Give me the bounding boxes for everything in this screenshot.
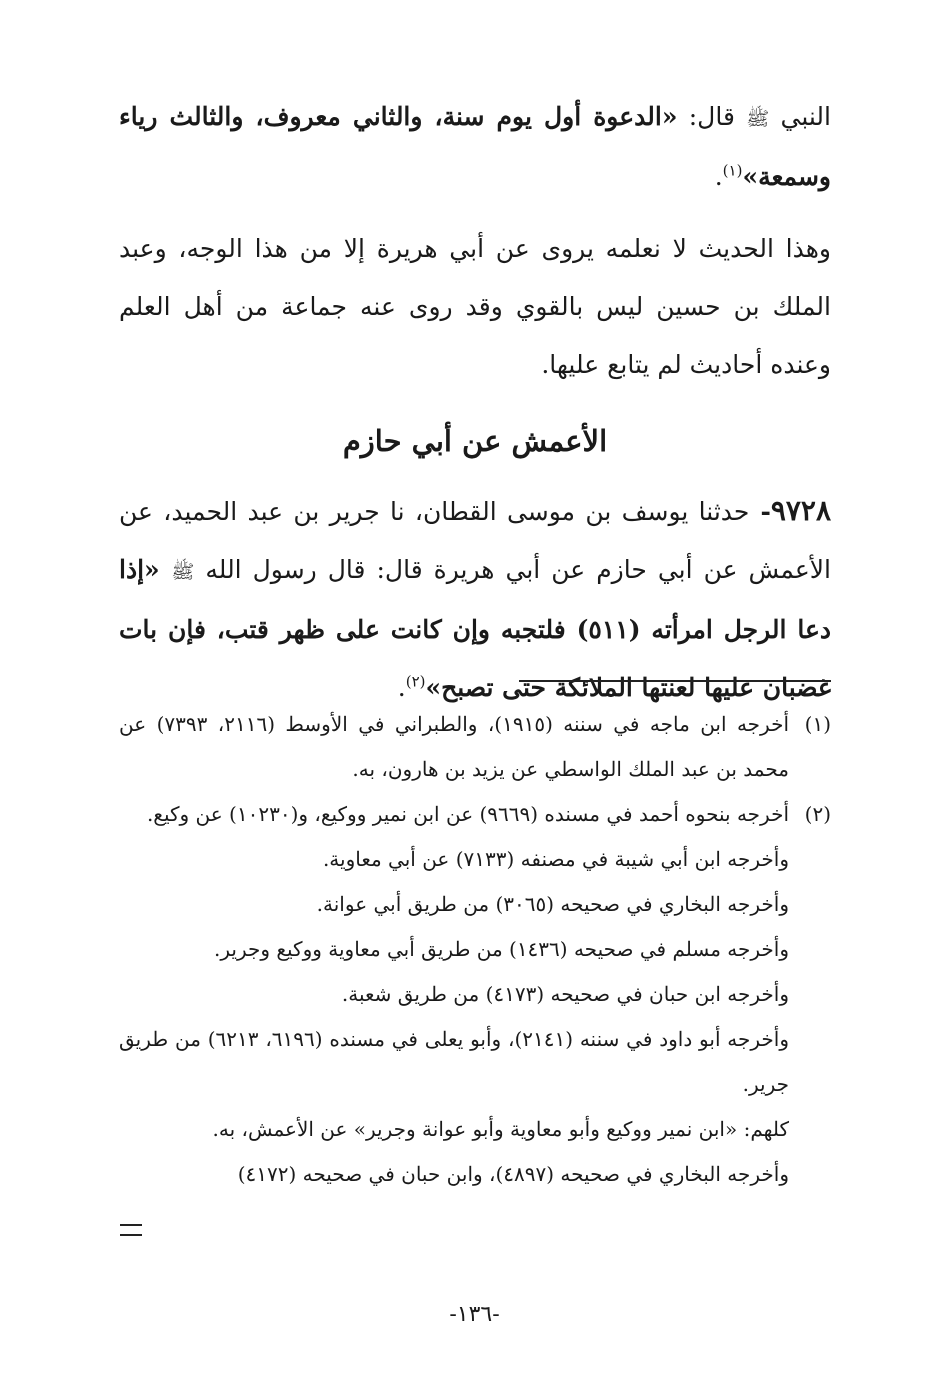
footnote-line: وأخرجه ابن أبي شيبة في مصنفه (٧١٣٣) عن أبي معاوية.: [322, 847, 789, 871]
para1-intro: النبي: [769, 102, 831, 131]
salutation-glyph: ﷺ: [171, 561, 195, 583]
footnote-separator: [519, 680, 831, 682]
section-heading: الأعمش عن أبي حازم: [342, 424, 608, 458]
para1-end: .: [714, 162, 723, 191]
paragraph-hadith-ending: [119, 88, 831, 206]
footnote-1: [119, 702, 831, 792]
footnotes: [119, 702, 831, 1197]
footnote-ref-1[interactable]: (١): [722, 161, 743, 180]
paragraph-commentary: وهذا الحديث لا نعلمه يروى عن أبي هريرة إلا من هذا الوجه، وعبد الملك بن حسين ليس بالقوي وقد روى عنه جماعة من أهل العلم وعنده أحاديث لم يتابع عليها.: [119, 234, 831, 379]
footnote-ref-2[interactable]: (٢): [405, 672, 426, 691]
hadith-number: ٩٧٢٨: [770, 494, 831, 527]
footnote-line: وأخرجه البخاري في صحيحه (٤٨٩٧)، وابن حبان في صحيحه (٤١٧٢): [237, 1162, 789, 1186]
para1-quote: «الدعوة أول يوم سنة، والثاني معروف، والثالث رياء وسمعة»: [119, 102, 831, 191]
footnote-2: [119, 792, 831, 837]
footnote-text: أخرجه ابن ماجه في سننه (١٩١٥)، والطبراني في الأوسط (٢١١٦، ٧٣٩٣) عن محمد بن عبد الملك الواسطي عن يزيد بن هارون، به.: [119, 712, 789, 781]
page-number: -١٣٦-: [449, 1302, 500, 1327]
footnote-line: وأخرجه البخاري في صحيحه (٣٠٦٥) من طريق أبي عوانة.: [316, 892, 789, 916]
footnote-number: (٢): [804, 802, 831, 826]
footnote-line: وأخرجه ابن حبان في صحيحه (٤١٧٣) من طريق شعبة.: [341, 982, 789, 1006]
main-text: [119, 88, 831, 717]
hadith-chain: حدثنا يوسف بن موسى القطان، نا جرير بن عبد الحميد، عن الأعمش عن أبي حازم عن أبي هريرة قال: قال رسول الله: [119, 497, 831, 584]
hadith-end: .: [397, 673, 406, 702]
footnote-text: أخرجه بنحوه أحمد في مسنده (٩٦٦٩) عن ابن نمير ووكيع، و(١٠٢٣٠) عن وكيع.: [146, 802, 789, 826]
hadith-dash: -: [749, 497, 771, 526]
footnote-number: (١): [804, 712, 831, 736]
footnote-line: وأخرجه مسلم في صحيحه (١٤٣٦) من طريق أبي معاوية ووكيع وجرير.: [214, 937, 789, 961]
hadith-quote: «إذا دعا الرجل امرأته (٥١١) فلتجبه وإن كانت على ظهر قتب، فإن بات غضبان عليها لعنتها الملائكة حتى تصبح»: [119, 555, 831, 702]
salutation-glyph: ﷺ: [746, 108, 770, 130]
footnote-line: كلهم: «ابن نمير ووكيع وأبو معاوية وأبو عوانة وجرير» عن الأعمش، به.: [212, 1117, 789, 1141]
para1-said: قال:: [677, 102, 747, 131]
continuation-mark: [120, 1224, 142, 1236]
footnote-line: وأخرجه أبو داود في سننه (٢١٤١)، وأبو يعلى في مسنده (٦١٩٦، ٦٢١٣) من طريق جرير.: [119, 1027, 790, 1096]
